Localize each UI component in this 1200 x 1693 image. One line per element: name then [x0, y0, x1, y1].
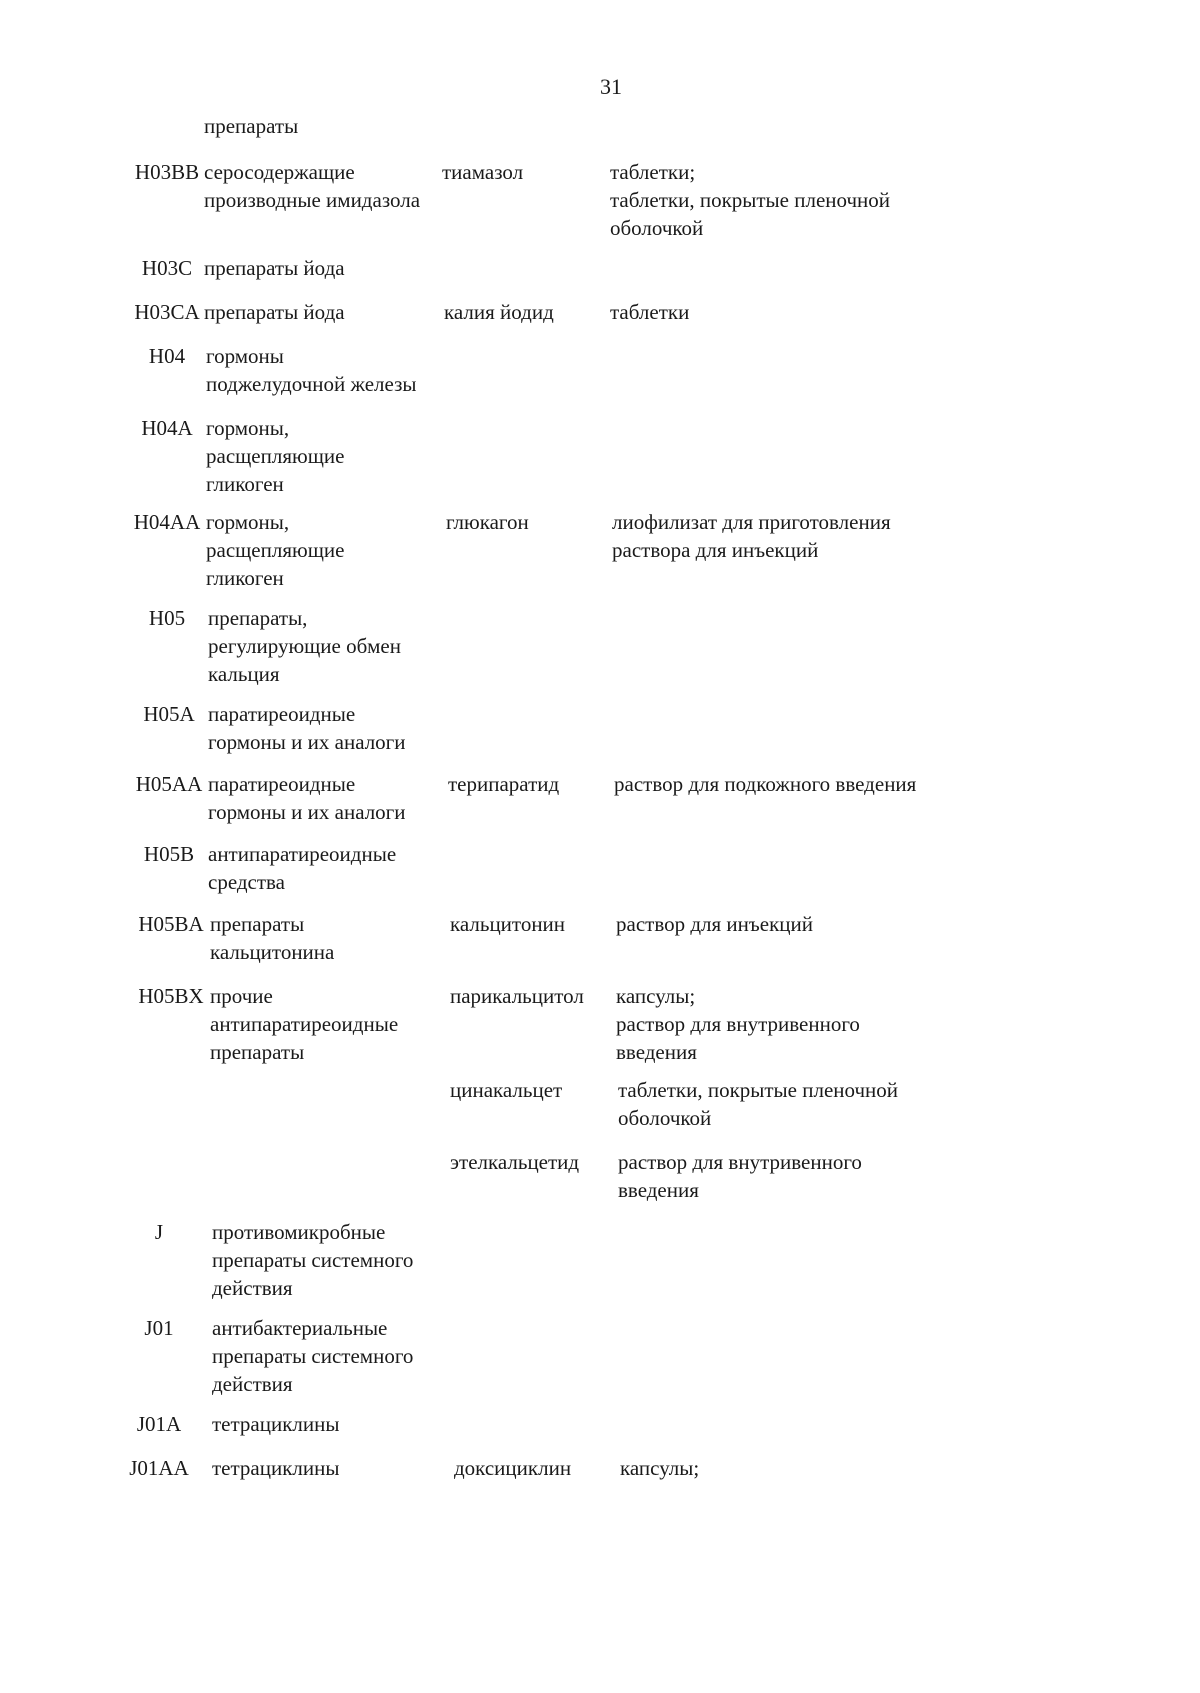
- group-name-line: кальцитонина: [210, 940, 335, 964]
- group-name-line: расщепляющие: [206, 538, 345, 562]
- drug-name: кальцитонин: [450, 912, 566, 936]
- group-name-line: действия: [212, 1276, 293, 1300]
- dosage-form-line: таблетки, покрытые пленочной: [618, 1078, 899, 1102]
- atc-group-name: [208, 604, 401, 688]
- atc-group-name: [212, 1410, 340, 1438]
- dosage-form-line: раствор для инъекций: [616, 912, 813, 936]
- atc-code: H05: [148, 606, 186, 630]
- group-name-line: гормоны: [206, 344, 284, 368]
- page-number: 31: [600, 74, 622, 99]
- drug-name: этелкальцетид: [450, 1150, 580, 1174]
- group-name-line: регулирующие обмен: [208, 634, 401, 658]
- dosage-form-line: капсулы;: [616, 984, 696, 1008]
- dosage-forms: [616, 910, 813, 938]
- group-name-line: гликоген: [206, 566, 284, 590]
- atc-group-name: [210, 982, 398, 1066]
- atc-code: H03C: [141, 256, 193, 280]
- dosage-form-line: введения: [618, 1178, 699, 1202]
- group-name-line: препараты йода: [204, 300, 345, 324]
- group-name-line: противомикробные: [212, 1220, 386, 1244]
- atc-code: J01AA: [129, 1456, 189, 1480]
- group-name-line: действия: [212, 1372, 293, 1396]
- group-name-line: гликоген: [206, 472, 284, 496]
- group-name-line: паратиреоидные: [208, 702, 356, 726]
- dosage-form-line: лиофилизат для приготовления: [612, 510, 891, 534]
- atc-group-name: [208, 770, 406, 826]
- group-name-line: препараты: [204, 114, 299, 138]
- dosage-form-line: раствора для инъекций: [612, 538, 819, 562]
- dosage-form-line: введения: [616, 1040, 697, 1064]
- group-name-line: гормоны и их аналоги: [208, 730, 406, 754]
- atc-group-name: [204, 254, 345, 282]
- group-name-line: кальция: [208, 662, 280, 686]
- atc-group-name: [208, 700, 406, 756]
- atc-group-name: [208, 840, 396, 896]
- atc-group-name: [206, 508, 344, 592]
- dosage-form-line: раствор для внутривенного: [616, 1012, 860, 1036]
- atc-code: H05BX: [138, 984, 204, 1008]
- dosage-form-line: раствор для внутривенного: [618, 1150, 862, 1174]
- dosage-forms: [618, 1148, 862, 1204]
- group-name-line: антипаратиреоидные: [208, 842, 397, 866]
- group-name-line: тетрациклины: [212, 1456, 340, 1480]
- dosage-form-line: раствор для подкожного введения: [614, 772, 917, 796]
- group-name-line: препараты: [210, 1040, 305, 1064]
- dosage-form-line: таблетки;: [610, 160, 696, 184]
- atc-group-name: [212, 1218, 413, 1302]
- atc-code: H03BB: [134, 160, 200, 184]
- group-name-line: средства: [208, 870, 286, 894]
- atc-code: H05A: [143, 702, 195, 726]
- group-name-line: серосодержащие: [204, 160, 355, 184]
- group-name-line: препараты системного: [212, 1344, 414, 1368]
- atc-code: J01A: [136, 1412, 182, 1436]
- group-name-line: гормоны,: [206, 416, 290, 440]
- drug-name: цинакальцет: [450, 1078, 563, 1102]
- drug-name: парикальцитол: [450, 984, 584, 1008]
- atc-code: H03CA: [134, 300, 200, 324]
- group-name-line: антипаратиреоидные: [210, 1012, 399, 1036]
- group-name-line: расщепляющие: [206, 444, 345, 468]
- atc-group-name: [210, 910, 334, 966]
- atc-code: H04AA: [133, 510, 201, 534]
- dosage-form-line: таблетки: [610, 300, 690, 324]
- group-name-line: препараты системного: [212, 1248, 414, 1272]
- atc-group-name: [204, 112, 298, 140]
- group-name-line: производные имидазола: [204, 188, 421, 212]
- atc-code: J: [154, 1220, 164, 1244]
- group-name-line: поджелудочной железы: [206, 372, 417, 396]
- dosage-forms: [610, 158, 890, 242]
- atc-code: H05AA: [135, 772, 203, 796]
- drug-name: глюкагон: [446, 510, 529, 534]
- dosage-form-line: капсулы;: [620, 1456, 700, 1480]
- group-name-line: тетрациклины: [212, 1412, 340, 1436]
- atc-group-name: [212, 1454, 340, 1482]
- atc-code: H04: [148, 344, 186, 368]
- dosage-forms: [612, 508, 891, 564]
- atc-group-name: [204, 298, 345, 326]
- atc-group-name: [212, 1314, 413, 1398]
- dosage-form-line: оболочкой: [618, 1106, 712, 1130]
- atc-code: H05BA: [138, 912, 204, 936]
- group-name-line: прочие: [210, 984, 273, 1008]
- atc-group-name: [206, 414, 344, 498]
- atc-group-name: [204, 158, 420, 214]
- drug-name: доксициклин: [454, 1456, 572, 1480]
- dosage-forms: [620, 1454, 699, 1482]
- drug-name: калия йодид: [444, 300, 554, 324]
- group-name-line: препараты: [210, 912, 305, 936]
- dosage-form-line: таблетки, покрытые пленочной: [610, 188, 891, 212]
- group-name-line: паратиреоидные: [208, 772, 356, 796]
- dosage-forms: [618, 1076, 898, 1132]
- atc-code: H05B: [143, 842, 195, 866]
- dosage-forms: [610, 298, 689, 326]
- dosage-forms: [616, 982, 860, 1066]
- group-name-line: гормоны,: [206, 510, 290, 534]
- atc-code: H04A: [141, 416, 193, 440]
- drug-name: тиамазол: [442, 160, 524, 184]
- drug-name: терипаратид: [448, 772, 560, 796]
- dosage-form-line: оболочкой: [610, 216, 704, 240]
- atc-group-name: [206, 342, 416, 398]
- group-name-line: препараты йода: [204, 256, 345, 280]
- group-name-line: гормоны и их аналоги: [208, 800, 406, 824]
- dosage-forms: [614, 770, 916, 798]
- group-name-line: препараты,: [208, 606, 308, 630]
- group-name-line: антибактериальные: [212, 1316, 388, 1340]
- atc-code: J01: [144, 1316, 174, 1340]
